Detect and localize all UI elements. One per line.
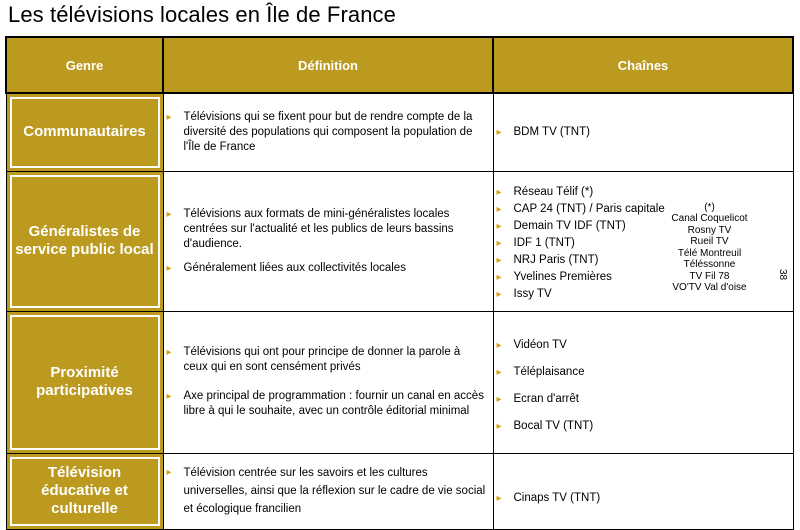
channel-item: ▸ Bocal TV (TNT) (494, 413, 793, 440)
genre-label: Généralistes de service public local (15, 223, 154, 258)
channels-cell (493, 453, 793, 529)
side-note-line: Téléssonne (683, 259, 736, 270)
genre-cell (6, 93, 163, 171)
side-note-line: Télé Montreuil (677, 247, 742, 259)
header-genre: Genre (6, 37, 163, 93)
page-title: Les télévisions locales en Île de France (8, 2, 396, 27)
channel-item: ▸ BDM TV (TNT) (494, 124, 793, 141)
definition-item: ▸ Généralement liées aux collectivités locales (164, 261, 493, 276)
channel-item: ▸ Ecran d'arrêt (494, 386, 793, 413)
genre-cell (6, 453, 163, 529)
channel-item: ▸ NRJ Paris (TNT) (494, 252, 793, 269)
channel-item: ▸ Issy TV (494, 286, 793, 303)
channel-item: ▸ Cinaps TV (TNT) (494, 490, 793, 507)
definition-cell (163, 171, 493, 311)
channel-item: ▸ Vidéon TV (494, 332, 793, 359)
channel-item: ▸ Réseau Télif (*) (494, 184, 793, 201)
definition-cell (163, 453, 493, 529)
genre-cell (6, 311, 163, 453)
table-row (6, 93, 793, 171)
genre-label: Télévision éducative et culturelle (41, 464, 128, 517)
channels-cell (493, 311, 793, 453)
genre-label: Communautaires (23, 123, 146, 141)
definition-cell (163, 311, 493, 453)
side-note-line: Canal Coquelicot (671, 213, 748, 224)
channel-item: ▸ CAP 24 (TNT) / Paris capitale (494, 201, 793, 218)
channels-cell (493, 93, 793, 171)
table-row (6, 453, 793, 529)
side-note-line: Rosny TV (687, 224, 732, 236)
channels-cell (493, 171, 793, 311)
tv-table (5, 36, 794, 530)
channel-item: ▸ IDF 1 (TNT) (494, 235, 793, 252)
side-note-line: VO'TV Val d'oise (672, 282, 747, 293)
table-row (6, 311, 793, 453)
channel-item: ▸ Demain TV IDF (TNT) (494, 218, 793, 235)
definition-item: ▸ Télévisions qui ont pour principe de donner la parole à ceux qui en sont censément privés (164, 345, 493, 375)
table-row (6, 171, 793, 311)
page-number: 38 (777, 268, 789, 280)
genre-label: Proximité participatives (36, 364, 133, 399)
definition-item: ▸ Axe principal de programmation : fournir un canal en accès libre à qui le souhaite, avec un contrôle éditorial minimal (164, 389, 493, 419)
side-note (655, 202, 765, 294)
channel-item: ▸ Yvelines Premières (494, 269, 793, 286)
definition-item: ▸ Télévisions qui se fixent pour but de rendre compte de la diversité des populations qui composent la population de l'Île de France (164, 110, 493, 155)
genre-cell (6, 171, 163, 311)
side-note-line: (*) (704, 201, 715, 213)
side-note-line: Rueil TV (690, 236, 729, 247)
definition-cell (163, 93, 493, 171)
definition-item: ▸ Télévision centrée sur les savoirs et les cultures universelles, ainsi que la réflexion sur le cadre de vie social et écologique francilien (164, 464, 493, 518)
definition-item: ▸ Télévisions aux formats de mini-généralistes locales centrées sur l'actualité et les publics de leurs bassins d'audience. (164, 207, 493, 252)
header-definition: Définition (163, 37, 493, 93)
header-channels: Chaînes (493, 37, 793, 93)
side-note-line: TV Fil 78 (689, 270, 730, 282)
channel-item: ▸ Téléplaisance (494, 359, 793, 386)
